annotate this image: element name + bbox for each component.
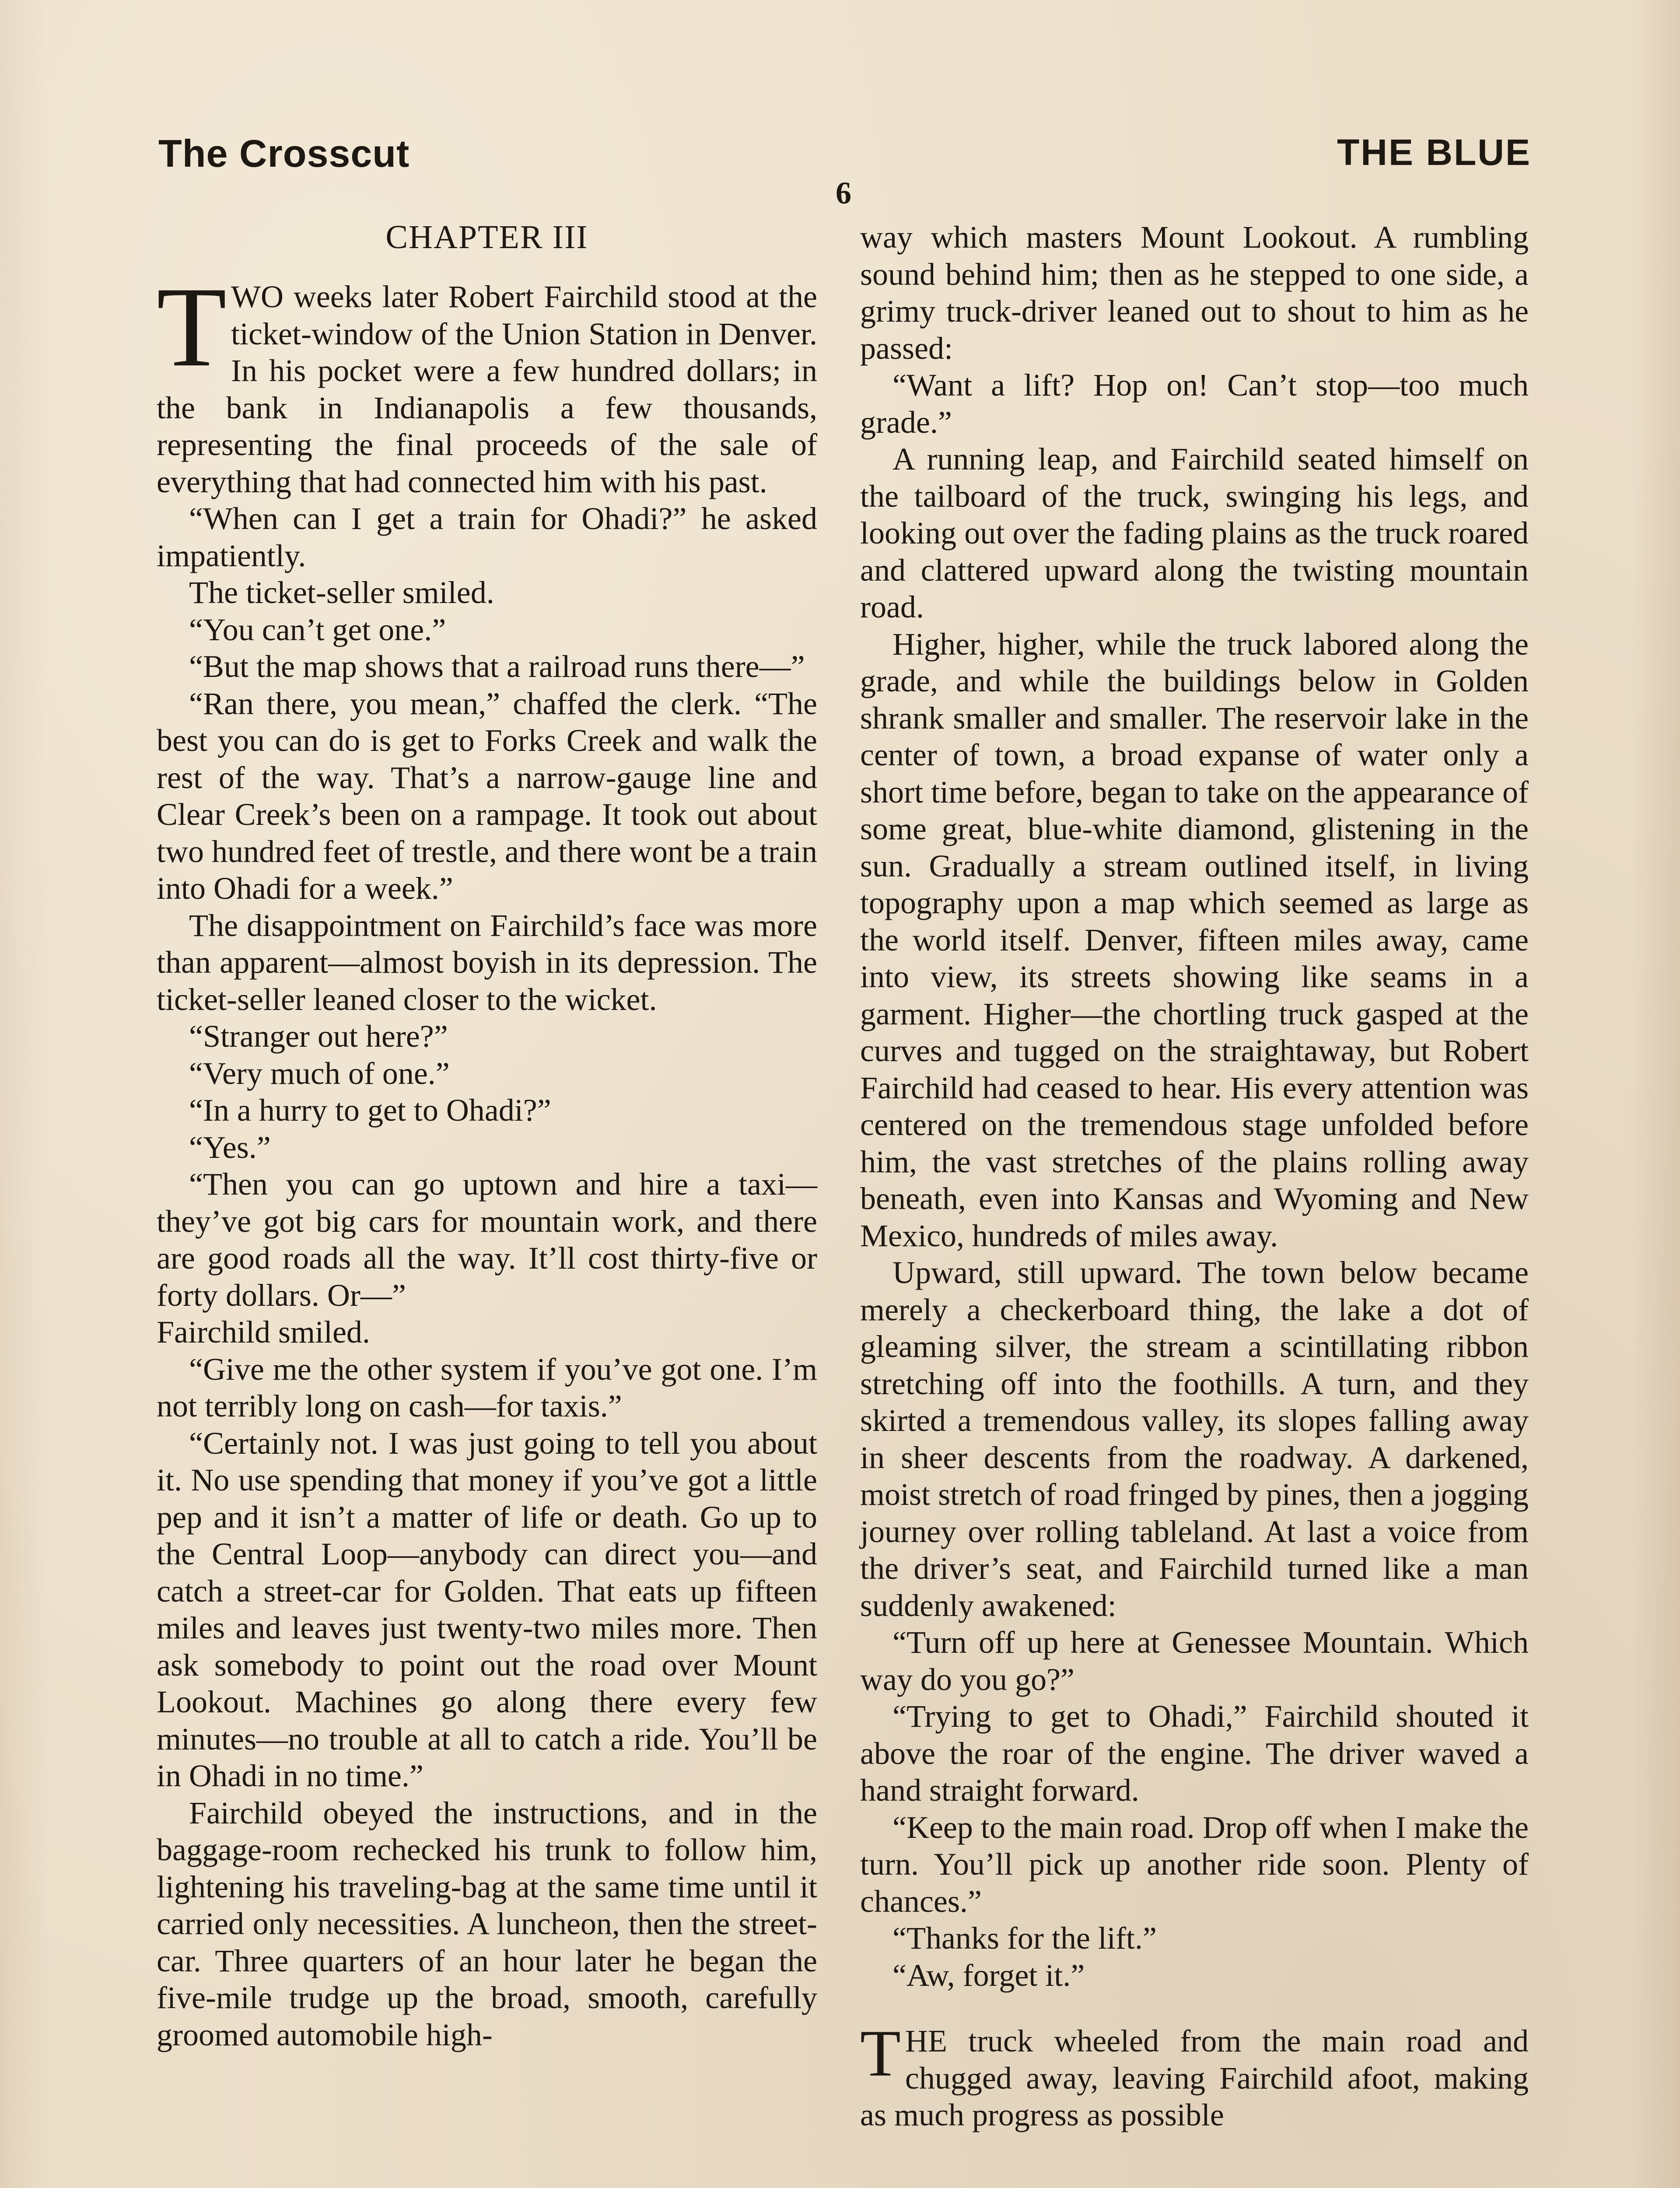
section-opening-paragraph	[860, 2016, 1529, 2134]
continued-paragraph: way which masters Mount Lookout. A rumbling sound behind him; then as he stepped to one side, a grimy truck-driver leaned out to shout to him as he passed:	[860, 220, 1529, 366]
section-paragraph-text: HE truck wheeled from the main road and chugged away, leaving Fairchild afoot, making as much progress as possible	[860, 2023, 1529, 2132]
paragraph: Upward, still upward. The town below became merely a checkerboard thing, the lake a dot of gleaming silver, the stream a scintillating ribbon stretching off into the foothills. A turn, and they skirted a tremendous valley, its slopes falling away in sheer descents from the roadway. A darkened, moist stretch of road fringed by pines, then a jogging journey over rolling tableland. At last a voice from the driver’s seat, and Fairchild turned like a man suddenly awakened:	[860, 1255, 1529, 1623]
paragraph: Higher, higher, while the truck labored along the grade, and while the buildings below in Golden shrank smaller and smaller. The reservoir lake in the center of town, a broad expanse of water only a short time before, began to take on the appearance of some great, blue-white diamond, glistening in the sun. Gradually a stream outlined itself, in living topography upon a map which seemed as large as the world itself. Denver, fifteen miles away, came into view, its streets showing like seams in a garment. Higher—the chortling truck gasped at the curves and tugged on the straightaway, but Robert Fairchild had ceased to hear. His every attention was centered on the tremendous stage unfolded before him, the vast stretches of the plains rolling away beneath, even into Kansas and Wyoming and New Mexico, hundreds of miles away.	[860, 626, 1529, 1253]
paragraph: “Give me the other system if you’ve got one. I’m not terribly long on cash—for taxis.”	[157, 1351, 817, 1424]
paragraph: “Very much of one.”	[189, 1055, 450, 1091]
paragraph: “In a hurry to get to Ohadi?”	[189, 1093, 551, 1128]
paragraph: “Certainly not. I was just going to tell you about it. No use spending that money if you’ve got a little pep and it isn’t a matter of life or death. Go up to the Central Loop—anybody can direct you—and catch a street-car for Golden. That eats up fifteen miles and leaves just twenty-two miles more. Then ask somebody to point out the road over Mount Lookout. Machines go along there every few minutes—no trouble at all to catch a ride. You’ll be in Ohadi in no time.”	[157, 1425, 817, 1793]
paragraph: The disappointment on Fairchild’s face was more than apparent—almost boyish in its depression. The ticket-seller leaned closer to the wicket.	[157, 908, 817, 1017]
left-text-column	[157, 219, 817, 2053]
paragraph: “Ran there, you mean,” chaffed the clerk. “The best you can do is get to Forks Creek and walk the rest of the way. That’s a narrow-gauge line and Clear Creek’s been on a rampage. It took out about two hundred feet of trestle, and there wont be a train into Ohadi for a week.”	[157, 686, 817, 906]
paragraph: “Keep to the main road. Drop off when I make the turn. You’ll pick up another ride soon. Plenty of chances.”	[860, 1809, 1529, 1919]
paragraph: “When can I get a train for Ohadi?” he asked impatiently.	[157, 501, 817, 573]
opening-paragraph-text: WO weeks later Robert Fairchild stood at the ticket-window of the Union Station in Denver. In his pocket were a few hundred dollars; in the bank in Indianapolis a few thousands, representing the final proceeds of the sale of everything that had connected him with his past.	[157, 279, 817, 499]
paragraph: “Trying to get to Ohadi,” Fairchild shouted it above the roar of the engine. The driver waved a hand straight forward.	[860, 1699, 1529, 1808]
paragraph: Fairchild obeyed the instructions, and in the baggage-room rechecked his trunk to follow him, lightening his traveling-bag at the same time until it carried only necessities. A luncheon, then the street-car. Three quarters of an hour later he began the five-mile trudge up the broad, smooth, carefully groomed automobile high-	[157, 1795, 817, 2052]
page-number: 6	[836, 175, 851, 210]
paragraph: “You can’t get one.”	[189, 612, 446, 647]
paragraph: “Yes.”	[189, 1129, 271, 1165]
section-break	[860, 1994, 1529, 2023]
paragraph: “Stranger out here?”	[189, 1019, 448, 1054]
opening-paragraph	[157, 263, 817, 500]
paragraph: The ticket-seller smiled.	[189, 575, 494, 610]
running-header-title: The Crosscut	[158, 132, 410, 175]
paragraph: “Turn off up here at Genessee Mountain. Which way do you go?”	[860, 1625, 1529, 1697]
right-text-column	[860, 219, 1529, 2134]
drop-cap-letter: T	[157, 263, 227, 390]
paragraph: Fairchild smiled.	[157, 1315, 370, 1350]
paragraph: “Then you can go uptown and hire a taxi—they’ve got big cars for mountain work, and there are good roads all the way. It’ll cost thirty-five or forty dollars. Or—”	[157, 1167, 817, 1313]
chapter-heading: CHAPTER III	[385, 219, 588, 256]
paragraph: “Want a lift? Hop on! Can’t stop—too much grade.”	[860, 368, 1529, 440]
running-header-magazine: THE BLUE	[1337, 132, 1531, 173]
paragraph: A running leap, and Fairchild seated himself on the tailboard of the truck, swinging his legs, and looking out over the fading plains as the truck roared and clattered upward along the twisting mountain road.	[860, 442, 1529, 624]
paragraph: “But the map shows that a railroad runs there—”	[189, 649, 805, 684]
section-drop-cap-letter: T	[860, 2016, 901, 2090]
paragraph: “Thanks for the lift.”	[892, 1921, 1157, 1956]
paragraph: “Aw, forget it.”	[892, 1957, 1085, 1993]
